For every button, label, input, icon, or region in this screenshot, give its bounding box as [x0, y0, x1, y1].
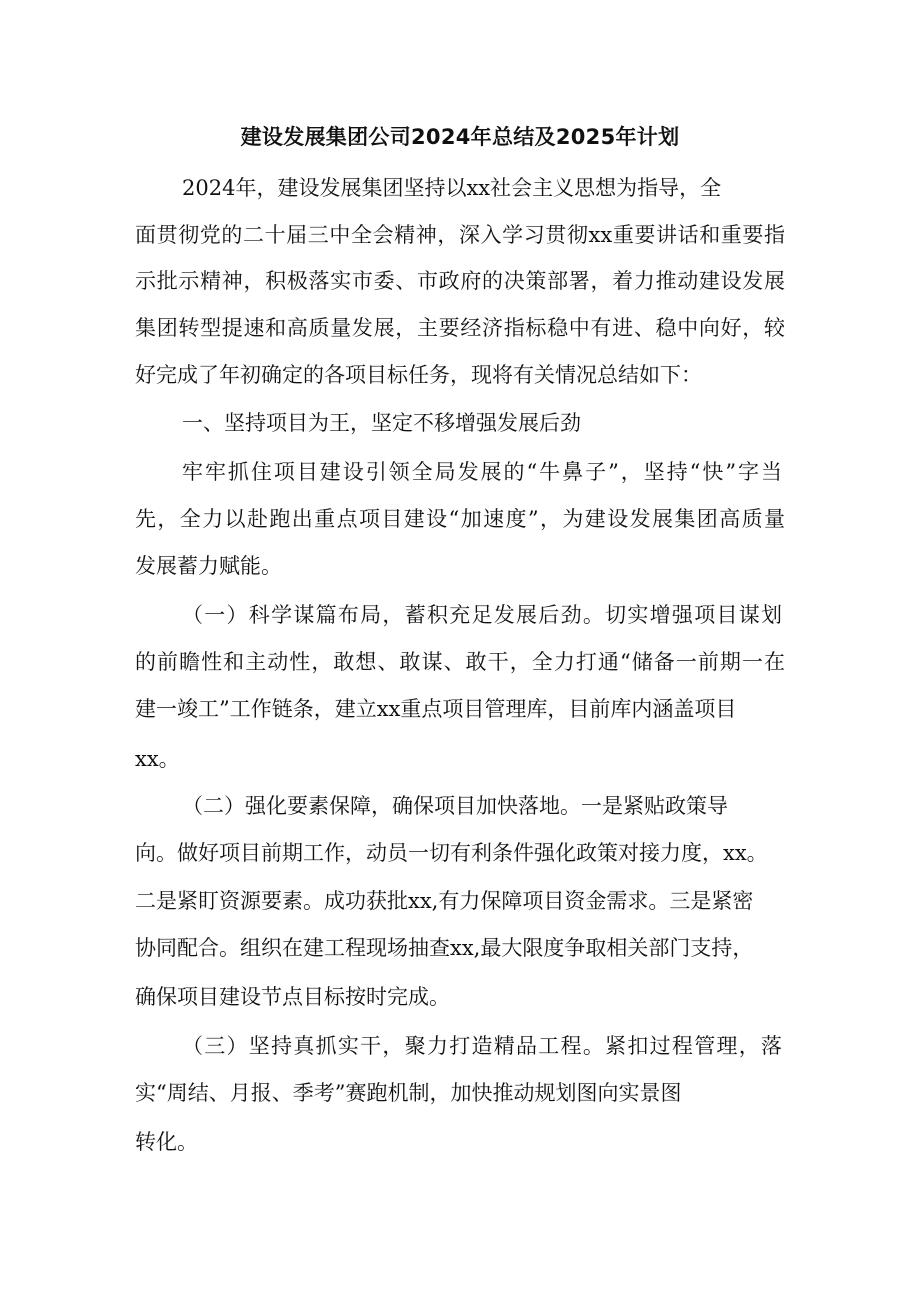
item2-line-4: 协同配合。组织在建工程现场抽查xx,最大限度争取相关部门支持，: [135, 936, 754, 960]
intro-line-3: 示批示精神，积极落实市委、市政府的决策部署，着力推动建设发展: [135, 269, 785, 293]
intro-line-2: 面贯彻党的二十届三中全会精神，深入学习贯彻xx重要讲话和重要指: [135, 223, 785, 247]
item1-line-4: xx。: [135, 747, 180, 771]
summary-line-1: 牢牢抓住项目建设引领全局发展的“牛鼻子”，坚持“快”字当: [182, 460, 782, 484]
intro-line-1: 2024年，建设发展集团坚持以xx社会主义思想为指导，全: [182, 176, 722, 200]
intro-line-5: 好完成了年初确定的各项目标任务，现将有关情况总结如下：: [135, 363, 702, 387]
item1-line-2: 的前瞻性和主动性，敢想、敢谋、敢干，全力打通“储备一前期一在: [135, 650, 785, 674]
item3-line-1: （三）坚持真抓实干，聚力打造精品工程。紧扣过程管理，落: [182, 1034, 782, 1058]
summary-line-2: 先，全力以赴跑出重点项目建设“加速度”，为建设发展集团高质量: [135, 507, 785, 531]
item2-line-3: 二是紧盯资源要素。成功获批xx,有力保障项目资金需求。三是紧密: [135, 889, 754, 913]
item2-line-2: 向。做好项目前期工作，动员一切有利条件强化政策对接力度，xx。: [135, 841, 768, 865]
item1-line-3: 建一竣工”工作链条，建立xx重点项目管理库，目前库内涵盖项目: [135, 697, 737, 721]
item2-line-5: 确保项目建设节点目标按时完成。: [135, 985, 450, 1009]
item3-line-2: 实“周结、月报、季考”赛跑机制，加快推动规划图向实景图: [135, 1081, 682, 1105]
item3-line-3: 转化。: [135, 1130, 198, 1154]
summary-line-3: 发展蓄力赋能。: [135, 554, 282, 578]
section-heading: 一、坚持项目为王，坚定不移增强发展后劲: [182, 411, 581, 435]
document-title: 建设发展集团公司2024年总结及2025年计划: [240, 125, 680, 149]
item1-line-1: （一）科学谋篇布局，蓄积充足发展后劲。切实增强项目谋划: [182, 603, 782, 627]
intro-line-4: 集团转型提速和高质量发展，主要经济指标稳中有进、稳中向好，较: [135, 316, 785, 340]
item2-line-1: （二）强化要素保障，确保项目加快落地。一是紧贴政策导: [182, 794, 728, 818]
